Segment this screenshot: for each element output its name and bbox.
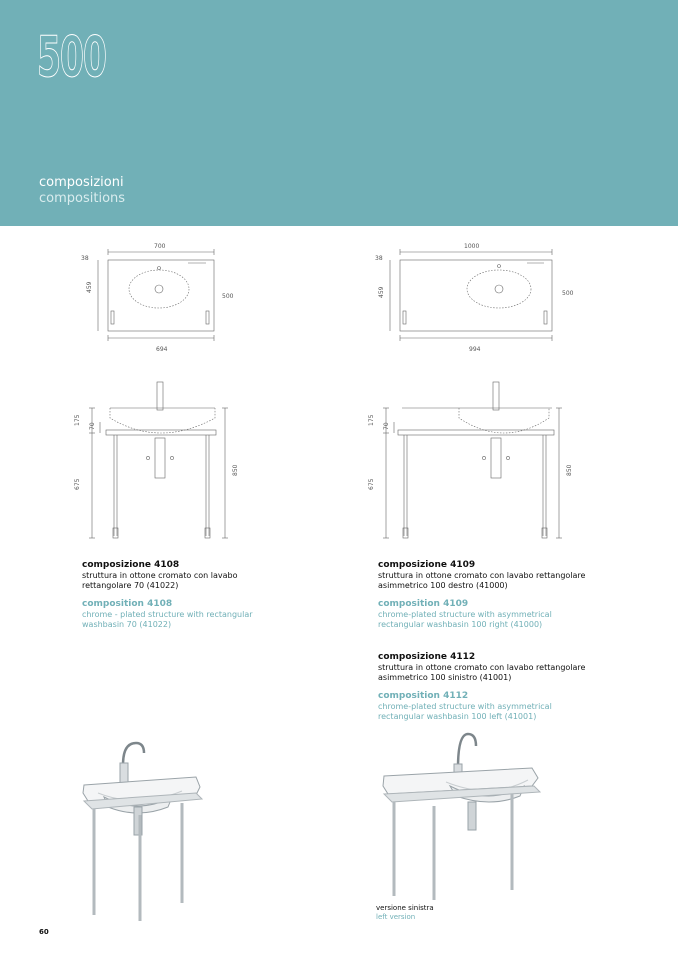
composition-4112 xyxy=(378,652,658,722)
product-photo-4112 xyxy=(380,728,555,907)
dim-width: 1000 xyxy=(464,243,480,250)
top-view-drawing-4108 xyxy=(78,238,248,358)
top-view-drawing-4109 xyxy=(372,238,582,358)
composition-desc-it: struttura in ottone cromato con lavabo xyxy=(82,571,238,580)
composition-desc-it: asimmetrico 100 destro (41000) xyxy=(378,581,508,590)
dim-inner: 694 xyxy=(156,346,168,353)
composition-title-en: composition 4109 xyxy=(378,599,469,609)
section-title-en: compositions xyxy=(39,191,126,206)
composition-title-en: composition 4108 xyxy=(82,599,173,609)
dim-total: 850 xyxy=(566,464,573,476)
composition-title-it: composizione 4112 xyxy=(378,652,476,662)
composition-4109 xyxy=(378,560,658,630)
composition-desc-en: chrome-plated structure with asymmetrical xyxy=(378,610,552,619)
composition-desc-en: chrome - plated structure with rectangular xyxy=(82,610,253,619)
composition-desc-en: chrome-plated structure with asymmetrical xyxy=(378,702,552,711)
dim-depth: 459 xyxy=(86,281,93,293)
dim-h1: 175 xyxy=(368,414,375,426)
photo-caption-it: versione sinistra xyxy=(376,904,434,912)
composition-title-it: composizione 4108 xyxy=(82,560,180,570)
dim-depth-top: 38 xyxy=(375,255,383,262)
dim-h2: 70 xyxy=(89,422,96,430)
dim-inner: 994 xyxy=(469,346,481,353)
page-number: 60 xyxy=(39,928,49,936)
section-title-it: composizioni xyxy=(39,175,124,190)
composition-desc-en: rectangular washbasin 100 right (41000) xyxy=(378,620,543,629)
dim-depth: 459 xyxy=(378,286,385,298)
dim-side: 500 xyxy=(222,293,234,300)
header-band xyxy=(0,0,678,226)
composition-desc-it: rettangolare 70 (41022) xyxy=(82,581,179,590)
front-view-drawing-4109 xyxy=(364,378,584,548)
photo-caption-en: left version xyxy=(376,913,416,921)
composition-4108 xyxy=(82,560,332,630)
dim-depth-top: 38 xyxy=(81,255,89,262)
composition-title-it: composizione 4109 xyxy=(378,560,476,570)
dim-h3: 675 xyxy=(368,478,375,490)
product-photo-4108 xyxy=(78,735,238,929)
composition-desc-it: struttura in ottone cromato con lavabo rettangolare xyxy=(378,663,586,672)
dim-h2: 70 xyxy=(383,422,390,430)
composition-title-en: composition 4112 xyxy=(378,691,469,701)
composition-desc-en: rectangular washbasin 100 left (41001) xyxy=(378,712,537,721)
dim-side: 500 xyxy=(562,290,574,297)
dim-h3: 675 xyxy=(74,478,81,490)
dim-total: 850 xyxy=(232,464,239,476)
dim-width: 700 xyxy=(154,243,166,250)
composition-desc-en: washbasin 70 (41022) xyxy=(82,620,172,629)
dim-h1: 175 xyxy=(74,414,81,426)
composition-desc-it: struttura in ottone cromato con lavabo rettangolare xyxy=(378,571,586,580)
series-number: 500 xyxy=(37,25,106,90)
composition-desc-it: asimmetrico 100 sinistro (41001) xyxy=(378,673,512,682)
front-view-drawing-4108 xyxy=(70,378,250,548)
